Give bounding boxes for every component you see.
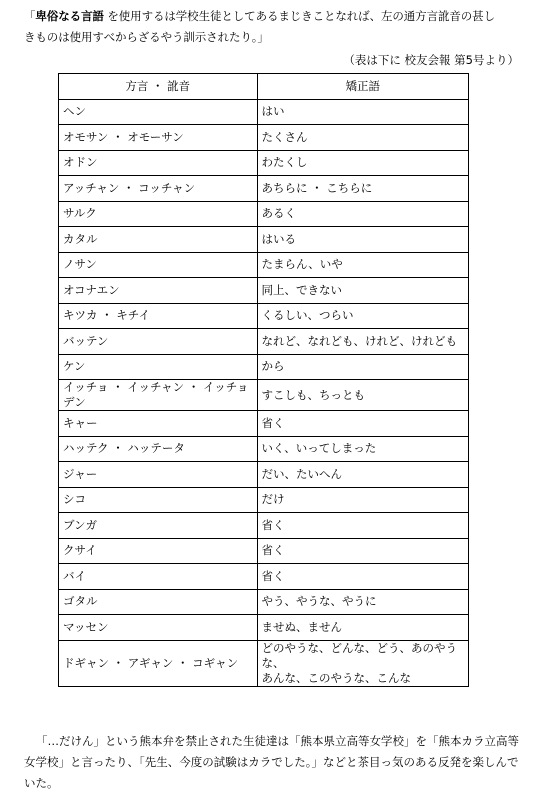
- standard-cell: はい: [257, 99, 469, 125]
- dialect-cell: バイ: [59, 564, 258, 590]
- table-row: [59, 176, 469, 202]
- dialect-cell: ドギャン ・ アギャン ・ コギャン: [59, 640, 258, 686]
- standard-cell: すこしも、ちっとも: [257, 380, 469, 411]
- standard-cell: はいる: [257, 227, 469, 253]
- standard-line: あんな、このやうな、こんな: [261, 670, 411, 685]
- table-row: [59, 436, 469, 462]
- standard-cell: たまらん、いや: [257, 252, 469, 278]
- table-row: [59, 278, 469, 304]
- intro-paragraph: [24, 6, 520, 48]
- standard-cell: 省く: [257, 564, 469, 590]
- dialect-cell: ゴタル: [59, 589, 258, 615]
- standard-cell: から: [257, 354, 469, 380]
- table-row: [59, 150, 469, 176]
- dialect-cell: イッチョ ・ イッチャン ・ イッチョデン: [59, 380, 258, 411]
- table-row: [59, 513, 469, 539]
- standard-cell: たくさん: [257, 125, 469, 151]
- standard-cell: 同上、できない: [257, 278, 469, 304]
- table-row: [59, 354, 469, 380]
- dialect-cell: ハッテク ・ ハッテータ: [59, 436, 258, 462]
- standard-line: どのやうな、どんな、どう、あのやうな、: [261, 640, 457, 670]
- intro-open-bracket: 「: [24, 9, 36, 23]
- dialect-cell: シコ: [59, 487, 258, 513]
- header-standard: 矯正語: [257, 74, 469, 100]
- table-row: [59, 589, 469, 615]
- table-row: [59, 640, 469, 686]
- dialect-cell: ヘン: [59, 99, 258, 125]
- standard-cell: [257, 640, 469, 686]
- standard-cell: だけ: [257, 487, 469, 513]
- table-row: [59, 252, 469, 278]
- intro-bold-phrase: 卑俗なる言語: [35, 9, 104, 23]
- dialect-cell: ジャー: [59, 462, 258, 488]
- dialect-cell: キツカ ・ キチイ: [59, 303, 258, 329]
- dialect-cell: クサイ: [59, 538, 258, 564]
- dialect-cell: オドン: [59, 150, 258, 176]
- standard-cell: なれど、なれども、けれど、けれども: [257, 329, 469, 355]
- table-row: [59, 303, 469, 329]
- dialect-cell: ブンガ: [59, 513, 258, 539]
- standard-cell: あちらに ・ こちらに: [257, 176, 469, 202]
- table-row: [59, 227, 469, 253]
- source-citation: （表は下に 校友会報 第5号より）: [343, 53, 519, 67]
- standard-cell: くるしい、つらい: [257, 303, 469, 329]
- header-dialect: 方言 ・ 訛音: [59, 74, 258, 100]
- table-row: [59, 564, 469, 590]
- dialect-table: [58, 73, 469, 687]
- dialect-cell: オコナエン: [59, 278, 258, 304]
- table-header-row: [59, 74, 469, 100]
- footer-paragraph: 「…だけん」という熊本弁を禁止された生徒達は「熊本県立高等女学校」を「熊本カラ立高等女学校」と言ったり、「先生、今度の試験はカラでした。」などと茶目っ気のある反発を楽しんでいた。: [24, 734, 519, 790]
- standard-cell: ませぬ、ません: [257, 615, 469, 641]
- standard-cell: わたくし: [257, 150, 469, 176]
- intro-text-line1: を使用するは学校生徒としてあるまじきことなれば、左の通方言訛音の甚し: [107, 9, 495, 23]
- table-row: [59, 329, 469, 355]
- intro-text-line2: きものは使用すべからざるやう訓示されたり。」: [24, 30, 269, 44]
- table-row: [59, 615, 469, 641]
- dialect-cell: マッセン: [59, 615, 258, 641]
- dialect-cell: カタル: [59, 227, 258, 253]
- table-row: [59, 201, 469, 227]
- table-row: [59, 538, 469, 564]
- dialect-cell: アッチャン ・ コッチャン: [59, 176, 258, 202]
- dialect-cell: バッテン: [59, 329, 258, 355]
- standard-cell: 省く: [257, 411, 469, 437]
- table-body: [59, 99, 469, 686]
- dialect-cell: ケン: [59, 354, 258, 380]
- table-row: [59, 487, 469, 513]
- dialect-cell: サルク: [59, 201, 258, 227]
- standard-cell: あるく: [257, 201, 469, 227]
- table-row: [59, 125, 469, 151]
- dialect-cell: ノサン: [59, 252, 258, 278]
- table-row: [59, 411, 469, 437]
- table-row: [59, 462, 469, 488]
- standard-cell: やう、やうな、やうに: [257, 589, 469, 615]
- standard-cell: 省く: [257, 513, 469, 539]
- dialect-cell: オモサン ・ オモーサン: [59, 125, 258, 151]
- table-row: [59, 99, 469, 125]
- standard-cell: 省く: [257, 538, 469, 564]
- standard-cell: だい、たいへん: [257, 462, 469, 488]
- standard-cell: いく、いってしまった: [257, 436, 469, 462]
- dialect-cell: キャー: [59, 411, 258, 437]
- table-row: [59, 380, 469, 411]
